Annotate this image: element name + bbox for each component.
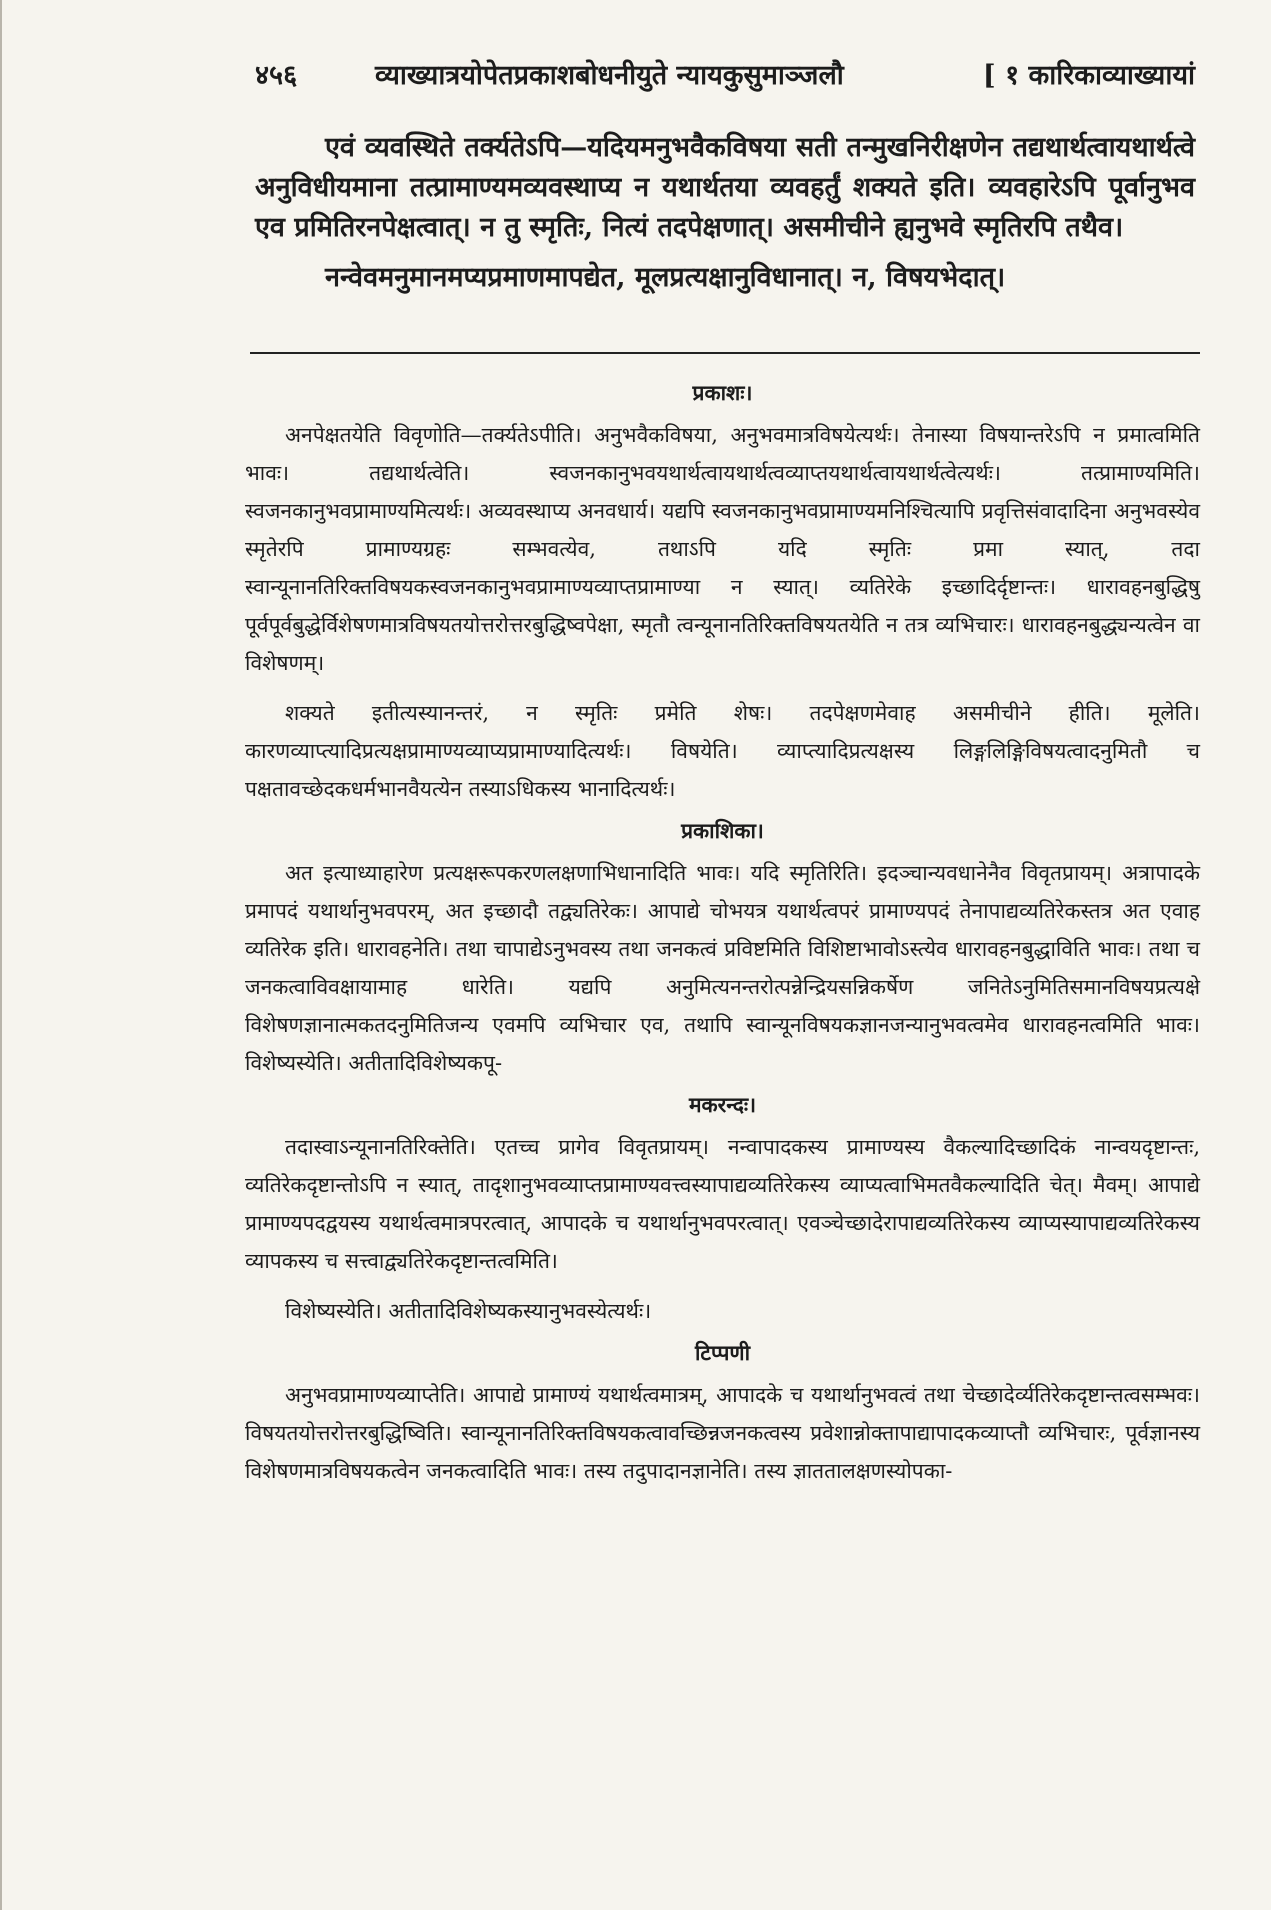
divider-rule (250, 352, 1200, 354)
page-number: ४५६ (255, 60, 298, 91)
commentary-paragraph: विशेष्यस्येति। अतीतादिविशेष्यकस्यानुभवस्येत्यर्थः। (285, 1299, 652, 1323)
commentary-paragraph: शक्यते इतीत्यस्यानन्तरं, न स्मृतिः प्रमेति शेषः। तदपेक्षणमेवाह असमीचीने हीति। मूलेति। कारणव्याप्त्यादिप्रत्यक्षप्रामाण्यव्याप्यप्रामाण्यादित्यर्थः। विषयेति। व्याप्त्यादिप्रत्यक्षस्य लिङ्गलिङ्गिविषयत्वादनुमितौ च पक्षतावच्छेदकधर्मभानवैयत्येन तस्याऽधिकस्य भानादित्यर्थः। (245, 701, 1200, 801)
commentary-paragraph: अनपेक्षतयेति विवृणोति—तर्क्यतेऽपीति। अनुभवैकविषया, अनुभवमात्रविषयेत्यर्थः। तेनास्या विषयान्तरेऽपि न प्रमात्वमिति भावः। तद्यथार्थत्वेति। स्वजनकानुभवयथार्थत्वायथार्थत्वव्याप्तयथार्थत्वायथार्थत्वेत्यर्थः। तत्प्रामाण्यमिति। स्वजनकानुभवप्रामाण्यमित्यर्थः। अव्यवस्थाप्य अनवधार्य। यद्यपि स्वजनकानुभवप्रामाण्यमनिश्चित्यापि प्रवृत्तिसंवादादिना अनुभवस्येव स्मृतेरपि प्रामाण्यग्रहः सम्भवत्येव, तथाऽपि यदि स्मृतिः प्रमा स्यात्, तदा स्वान्यूनानतिरिक्तविषयकस्वजनकानुभवप्रामाण्यव्याप्तप्रामाण्या न स्यात्। व्यतिरेके इच्छादिर्दृष्टान्तः। धारावहनबुद्धिषु पूर्वपूर्वबुद्धेर्विशेषणमात्रविषयतयोत्तरोत्तरबुद्धिष्वपेक्षा, स्मृतौ त्वन्यूनानतिरिक्तविषयतयेति न तत्र व्यभिचारः। धारावहनबुद्ध्यन्यत्वेन वा विशेषणम्। (245, 423, 1200, 675)
commentary-paragraph: तदास्वाऽन्यूनानतिरिक्तेति। एतच्च प्रागेव विवृतप्रायम्। नन्वापादकस्य प्रामाण्यस्य वैकल्यादिच्छादिकं नान्वयदृष्टान्तः, व्यतिरेकदृष्टान्तोऽपि न स्यात्, तादृशानुभवव्याप्तप्रामाण्यवत्त्वस्यापाद्यव्यतिरेकस्य व्याप्यत्वाभिमतवैकल्यादिति चेत्। मैवम्। आपाद्ये प्रामाण्यपदद्वयस्य यथार्थत्वमात्रपरत्वात्, आपादके च यथार्थानुभवपरत्वात्। एवञ्चेच्छादेरापाद्यव्यतिरेकस्य व्याप्यस्यापाद्यव्यतिरेकस्य व्यापकस्य च सत्त्वाद्व्यतिरेकदृष्टान्तत्वमिति। (245, 1135, 1200, 1273)
commentary-heading: प्रकाशिका। (681, 818, 764, 843)
commentary-heading: मकरन्दः। (688, 1092, 757, 1117)
book-title: व्याख्यात्रयोपेतप्रकाशबोधनीयुते न्यायकुसुमाञ्जलौ (375, 60, 844, 91)
running-header (255, 55, 1195, 92)
commentary-paragraph: अनुभवप्रामाण्यव्याप्तेति। आपाद्ये प्रामाण्यं यथार्थत्वमात्रम्, आपादके च यथार्थानुभवत्वं तथा चेच्छादेर्व्यतिरेकदृष्टान्तत्वसम्भवः। विषयतयोत्तरोत्तरबुद्धिष्विति। स्वान्यूनानतिरिक्तविषयकत्वावच्छिन्नजनकत्वस्य प्रवेशान्नोक्तापाद्यापादकव्याप्तौ व्यभिचारः, पूर्वज्ञानस्य विशेषणमात्रविषयकत्वेन जनकत्वादिति भावः। तस्य तदुपादानज्ञानेति। तस्य ज्ञाततालक्षणस्योपका- (245, 1383, 1200, 1483)
page-margin-edge (0, 0, 2, 1910)
commentary-heading: टिप्पणी (694, 1340, 751, 1365)
commentary-paragraph: अत इत्याध्याहारेण प्रत्यक्षरूपकरणलक्षणाभिधानादिति भावः। यदि स्मृतिरिति। इदञ्चान्यवधानेनैव विवृतप्रायम्। अत्रापादके प्रमापदं यथार्थानुभवपरम्, अत इच्छादौ तद्व्यतिरेकः। आपाद्ये चोभयत्र यथार्थत्वपरं प्रामाण्यपदं तेनापाद्यव्यतिरेकस्तत्र अत एवाह व्यतिरेक इति। धारावहनेति। तथा चापाद्येऽनुभवस्य तथा जनकत्वं प्रविष्टमिति विशिष्टाभावोऽस्त्येव धारावहनबुद्धाविति भावः। तथा च जनकत्वाविवक्षायामाह धारेति। यद्यपि अनुमित्यनन्तरोत्पन्नेन्द्रियसन्निकर्षेण जनितेऽनुमितिसमानविषयप्रत्यक्षे विशेषणज्ञानात्मकतदनुमितिजन्य एवमपि व्यभिचार एव, तथापि स्वान्यूनविषयकज्ञानजन्यानुभवत्वमेव धारावहनत्वमिति भावः। विशेष्यस्येति। अतीतादिविशेष्यकपू- (245, 861, 1200, 1075)
main-paragraph: एवं व्यवस्थिते तर्क्यतेऽपि—यदियमनुभवैकविषया सती तन्मुखनिरीक्षणेन तद्यथार्थत्वायथार्थत्वे अनुविधीयमाना तत्प्रामाण्यमव्यवस्थाप्य न यथार्थतया व्यवहर्तुं शक्यते इति। व्यवहारेऽपि पूर्वानुभव एव प्रमितिरनपेक्षत्वात्। न तु स्मृतिः, नित्यं तदपेक्षणात्। असमीचीने ह्यनुभवे स्मृतिरपि तथैव। (255, 132, 1195, 243)
commentary-heading: प्रकाशः। (692, 380, 753, 405)
section-label: [ १ कारिकाव्याख्यायां (982, 60, 1195, 91)
main-text (255, 128, 1195, 298)
main-paragraph: नन्वेवमनुमानमप्यप्रमाणमापद्येत, मूलप्रत्यक्षानुविधानात्। न, विषयभेदात्। (325, 262, 1006, 293)
commentary-block (245, 370, 1200, 1490)
